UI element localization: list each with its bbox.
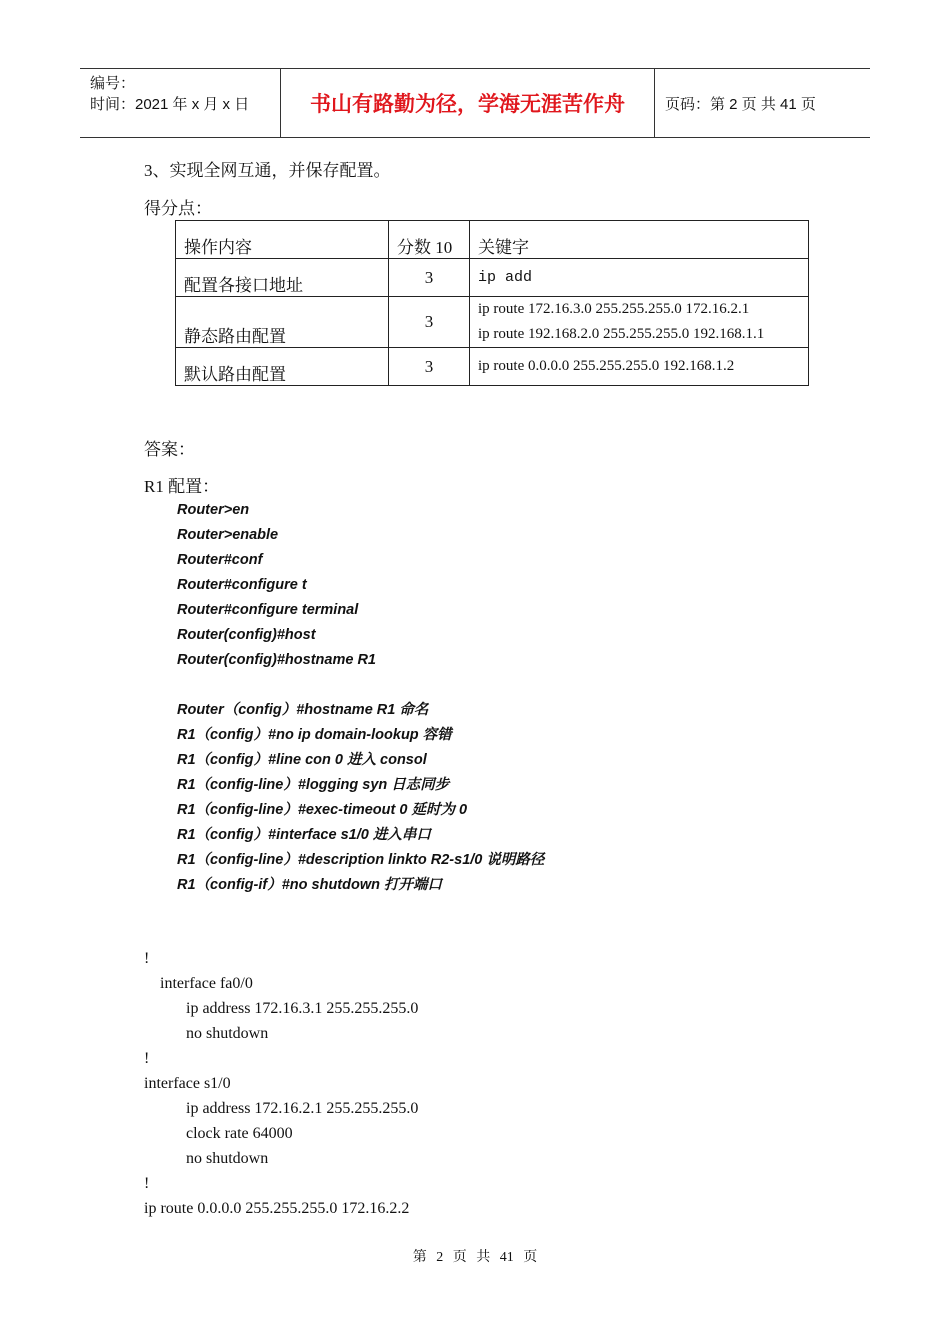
table-cell-item: 配置各接口地址	[176, 259, 389, 297]
command-line: R1（config）#line con 0 进入 consol	[177, 752, 427, 768]
table-header-row	[176, 221, 809, 259]
command-line	[177, 673, 544, 698]
command-line: R1（config）#interface s1/0 进入串口	[177, 827, 431, 843]
table-cell-score: 3	[389, 297, 470, 348]
command-line: R1（config-line）#description linkto R2-s1/0 说明路径	[177, 852, 545, 868]
answer-label: 答案：	[144, 440, 195, 459]
config-line: ip address 172.16.2.1 255.255.255.0	[186, 1100, 419, 1117]
config-line: !	[144, 950, 150, 967]
table-cell-score: 3	[389, 259, 470, 297]
command-line: Router(config)#hostname R1	[177, 652, 376, 668]
config-line: no shutdown	[186, 1025, 269, 1042]
config-line: !	[144, 1175, 150, 1192]
keyword-line: ip route 192.168.2.0 255.255.255.0 192.168.1.1	[478, 326, 765, 342]
table-cell-keyword: ip route 0.0.0.0 255.255.255.0 192.168.1.2	[470, 348, 809, 386]
task-text: 3、实现全网互通，并保存配置。	[144, 161, 391, 180]
table-row	[176, 297, 809, 348]
command-line: Router（config）#hostname R1 命名	[177, 702, 429, 718]
table-cell-keyword: ip add	[470, 259, 809, 297]
config-line: ip address 172.16.3.1 255.255.255.0	[186, 1000, 419, 1017]
table-cell-score: 3	[389, 348, 470, 386]
command-list	[177, 498, 544, 898]
table-cell-item: 静态路由配置	[176, 297, 389, 348]
table-cell-keyword	[470, 297, 809, 348]
config-line: interface s1/0	[144, 1075, 231, 1092]
command-line: Router#configure t	[177, 577, 307, 593]
header-meta	[80, 69, 281, 137]
config-line: interface fa0/0	[160, 975, 253, 992]
table-row	[176, 348, 809, 386]
config-line: no shutdown	[186, 1150, 269, 1167]
command-line: R1（config-line）#exec-timeout 0 延时为 0	[177, 802, 468, 818]
table-row	[176, 259, 809, 297]
page-footer: 第 2 页 共 41 页	[412, 1250, 538, 1265]
command-line: R1（config-if）#no shutdown 打开端口	[177, 877, 443, 893]
command-line: Router#configure terminal	[177, 602, 359, 618]
config-line: !	[144, 1050, 150, 1067]
command-line: Router>enable	[177, 527, 279, 543]
table-header-cell: 分数 10	[389, 221, 470, 259]
command-line: Router(config)#host	[177, 627, 316, 643]
page-header	[80, 68, 870, 138]
config-line: ip route 0.0.0.0 255.255.255.0 172.16.2.2	[144, 1200, 410, 1217]
keyword-line: ip route 172.16.3.0 255.255.255.0 172.16.2.1	[478, 301, 750, 317]
command-line: R1（config-line）#logging syn 日志同步	[177, 777, 450, 793]
number-label: 编号：	[90, 75, 136, 92]
header-motto: 书山有路勤为径，学海无涯苦作舟	[281, 69, 655, 137]
command-line: Router#conf	[177, 552, 263, 568]
score-table	[175, 220, 809, 386]
command-line: R1（config）#no ip domain-lookup 容错	[177, 727, 452, 743]
command-line: Router>en	[177, 502, 250, 518]
r1-config-label: R1 配置：	[144, 477, 220, 496]
date-label: 时间：2021 年 x 月 x 日	[90, 96, 250, 113]
header-page-label: 页码：第 2 页 共 41 页	[665, 95, 816, 113]
table-header-cell: 操作内容	[176, 221, 389, 259]
table-header-cell: 关键字	[470, 221, 809, 259]
table-cell-item: 默认路由配置	[176, 348, 389, 386]
config-line: clock rate 64000	[186, 1125, 293, 1142]
score-label: 得分点：	[144, 199, 212, 218]
